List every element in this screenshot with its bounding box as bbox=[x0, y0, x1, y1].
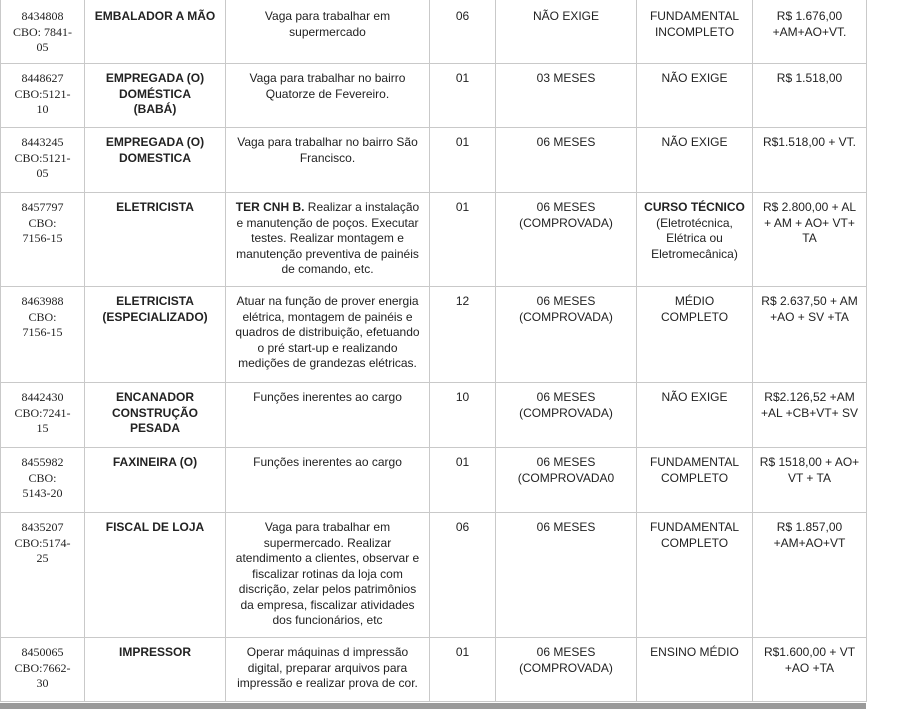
salary-benefits: R$1.600,00 + VT +AO +TA bbox=[763, 645, 856, 675]
vacancy-count-cell bbox=[430, 448, 496, 513]
vacancy-code: 8443245 bbox=[21, 135, 64, 149]
experience-cell bbox=[496, 0, 637, 64]
vacancy-code-cell bbox=[1, 64, 85, 128]
vacancy-count: 10 bbox=[455, 390, 470, 404]
education-cell bbox=[637, 513, 753, 638]
job-description: Funções inerentes ao cargo bbox=[253, 455, 402, 469]
vacancy-count-cell bbox=[430, 128, 496, 193]
job-description-cell bbox=[226, 638, 430, 702]
job-description-cell bbox=[226, 448, 430, 513]
vacancy-code: 8435207 bbox=[21, 520, 64, 534]
job-description: Vaga para trabalhar em supermercado. Realizar atendimento a clientes, observar e fiscalizar rotinas da loja com discrição, zelar pelos patrimônios da empresa, fiscalizar atividades dos funcionários, etc bbox=[235, 520, 420, 627]
vacancy-code: 8442430 bbox=[21, 390, 64, 404]
vacancy-count: 06 bbox=[455, 520, 470, 534]
job-description: Vaga para trabalhar no bairro Quatorze de Fevereiro. bbox=[249, 71, 406, 101]
salary-cell bbox=[753, 638, 867, 702]
salary-cell bbox=[753, 0, 867, 64]
cbo-code-suffix: 05 bbox=[36, 40, 49, 54]
cbo-code: CBO:5121- bbox=[14, 86, 71, 101]
experience-cell bbox=[496, 448, 637, 513]
experience-note: (COMPROVADA) bbox=[519, 309, 613, 324]
experience-cell bbox=[496, 193, 637, 287]
education-required: NÃO EXIGE bbox=[661, 71, 728, 85]
job-title-cell bbox=[85, 64, 226, 128]
job-title: ELETRICISTA bbox=[116, 200, 194, 214]
cbo-code-suffix: 5143-20 bbox=[22, 486, 63, 500]
vacancy-code: 8463988 bbox=[21, 294, 64, 308]
experience-required: 06 MESES bbox=[536, 520, 596, 534]
salary-benefits: R$ 1518,00 + AO+ VT + TA bbox=[759, 455, 860, 485]
vacancy-code-cell bbox=[1, 0, 85, 64]
cbo-code: CBO:5174- bbox=[14, 535, 71, 550]
salary-cell bbox=[753, 128, 867, 193]
experience-required: 06 MESES bbox=[536, 455, 596, 469]
education-cell bbox=[637, 287, 753, 383]
vacancy-code: 8455982 bbox=[21, 455, 64, 469]
job-title: ELETRICISTA bbox=[116, 294, 194, 308]
education-cell bbox=[637, 0, 753, 64]
cbo-code: CBO: bbox=[28, 470, 57, 485]
salary-benefits: R$ 1.518,00 bbox=[776, 71, 843, 85]
job-description-cell bbox=[226, 64, 430, 128]
vacancy-code: 8450065 bbox=[21, 645, 64, 659]
job-title: EMPREGADA (O) bbox=[105, 71, 205, 85]
experience-required: NÃO EXIGE bbox=[532, 9, 600, 23]
vacancy-code-cell bbox=[1, 448, 85, 513]
vacancy-code-cell bbox=[1, 638, 85, 702]
cbo-code-suffix: 15 bbox=[36, 421, 49, 435]
job-title-line-3: PESADA bbox=[129, 421, 180, 435]
cbo-code-suffix: 10 bbox=[36, 102, 49, 116]
job-title-line-2: CONSTRUÇÃO bbox=[112, 405, 198, 420]
job-title-cell bbox=[85, 638, 226, 702]
table-row bbox=[1, 64, 867, 128]
job-description: Operar máquinas d impressão digital, preparar arquivos para impressão e realizar prova de cor. bbox=[237, 645, 418, 690]
table-row bbox=[1, 0, 867, 64]
table-row bbox=[1, 448, 867, 513]
cbo-code: CBO:7241- bbox=[14, 405, 71, 420]
bottom-gray-strip bbox=[0, 703, 866, 709]
education-cell bbox=[637, 193, 753, 287]
education-cell bbox=[637, 64, 753, 128]
job-description-cell bbox=[226, 383, 430, 448]
experience-required: 06 MESES bbox=[536, 135, 596, 149]
salary-benefits: R$1.518,00 + VT. bbox=[762, 135, 857, 149]
vacancy-code-cell bbox=[1, 383, 85, 448]
education-cell bbox=[637, 383, 753, 448]
job-title: EMPREGADA (O) bbox=[105, 135, 205, 149]
education-cell bbox=[637, 638, 753, 702]
salary-benefits: R$ 1.857,00 +AM+AO+VT bbox=[773, 520, 846, 550]
vacancy-count-cell bbox=[430, 383, 496, 448]
cbo-code: CBO:7662- bbox=[14, 660, 71, 675]
vacancy-count: 01 bbox=[455, 71, 470, 85]
table-row bbox=[1, 128, 867, 193]
job-title-cell bbox=[85, 513, 226, 638]
education-required: FUNDAMENTAL COMPLETO bbox=[649, 520, 740, 550]
education-required: FUNDAMENTAL INCOMPLETO bbox=[649, 9, 740, 39]
experience-required: 06 MESES bbox=[536, 200, 596, 214]
education-cell bbox=[637, 448, 753, 513]
salary-cell bbox=[753, 513, 867, 638]
education-required: NÃO EXIGE bbox=[661, 390, 728, 404]
education-cell bbox=[637, 128, 753, 193]
job-description: Vaga para trabalhar em supermercado bbox=[264, 9, 391, 39]
vacancy-count: 06 bbox=[455, 9, 470, 23]
job-description-cell bbox=[226, 128, 430, 193]
salary-cell bbox=[753, 64, 867, 128]
experience-note: (COMPROVADA) bbox=[519, 405, 613, 420]
education-required: (Eletrotécnica, Elétrica ou Eletromecânica) bbox=[651, 215, 738, 261]
job-title-line-2: DOMÉSTICA bbox=[119, 86, 191, 101]
experience-cell bbox=[496, 638, 637, 702]
experience-required: 03 MESES bbox=[536, 71, 596, 85]
experience-note: (COMPROVADA) bbox=[519, 215, 613, 230]
vacancy-count-cell bbox=[430, 64, 496, 128]
vacancy-count-cell bbox=[430, 638, 496, 702]
salary-benefits: R$ 2.637,50 + AM +AO + SV +TA bbox=[761, 294, 858, 324]
cbo-code-suffix: 7156-15 bbox=[22, 325, 63, 339]
education-required: FUNDAMENTAL COMPLETO bbox=[649, 455, 740, 485]
education-required: ENSINO MÉDIO bbox=[650, 645, 739, 659]
cbo-code-suffix: 25 bbox=[36, 551, 49, 565]
experience-required: 06 MESES bbox=[536, 294, 596, 308]
vacancy-code-cell bbox=[1, 193, 85, 287]
salary-cell bbox=[753, 287, 867, 383]
salary-benefits: R$ 2.800,00 + AL + AM + AO+ VT+ TA bbox=[762, 200, 857, 245]
job-title-cell bbox=[85, 448, 226, 513]
experience-cell bbox=[496, 383, 637, 448]
job-title: IMPRESSOR bbox=[118, 645, 191, 659]
job-title-cell bbox=[85, 193, 226, 287]
job-title-cell bbox=[85, 128, 226, 193]
table-row bbox=[1, 383, 867, 448]
job-title: FISCAL DE LOJA bbox=[105, 520, 205, 534]
vacancy-code-cell bbox=[1, 287, 85, 383]
salary-cell bbox=[753, 448, 867, 513]
experience-cell bbox=[496, 513, 637, 638]
cbo-code: CBO: bbox=[28, 215, 57, 230]
cbo-code-suffix: 7156-15 bbox=[22, 231, 63, 245]
experience-note: (COMPROVADA0 bbox=[517, 470, 615, 485]
vacancy-count: 01 bbox=[455, 455, 470, 469]
job-description: Funções inerentes ao cargo bbox=[253, 390, 402, 404]
vacancy-count: 12 bbox=[455, 294, 470, 308]
vacancy-code-cell bbox=[1, 128, 85, 193]
job-title: EMBALADOR A MÃO bbox=[94, 9, 216, 23]
job-description-cell bbox=[226, 0, 430, 64]
job-title-line-2: (ESPECIALIZADO) bbox=[102, 309, 208, 324]
vacancy-code: 8448627 bbox=[21, 71, 64, 85]
table-row bbox=[1, 193, 867, 287]
education-required: MÉDIO COMPLETO bbox=[660, 294, 729, 324]
job-description-cell bbox=[226, 513, 430, 638]
job-description-cell bbox=[226, 287, 430, 383]
cbo-code-suffix: 05 bbox=[36, 166, 49, 180]
vacancy-count-cell bbox=[430, 287, 496, 383]
table-row bbox=[1, 638, 867, 702]
job-listing-body bbox=[1, 0, 867, 702]
education-required: NÃO EXIGE bbox=[661, 135, 728, 149]
job-description-cell bbox=[226, 193, 430, 287]
experience-cell bbox=[496, 287, 637, 383]
vacancy-count-cell bbox=[430, 513, 496, 638]
experience-required: 06 MESES bbox=[536, 390, 596, 404]
cbo-code: CBO:5121- bbox=[14, 150, 71, 165]
job-title-cell bbox=[85, 287, 226, 383]
job-title-cell bbox=[85, 0, 226, 64]
salary-cell bbox=[753, 193, 867, 287]
vacancy-code: 8457797 bbox=[21, 200, 64, 214]
vacancy-count: 01 bbox=[455, 135, 470, 149]
salary-benefits: R$2.126,52 +AM +AL +CB+VT+ SV bbox=[761, 390, 858, 420]
job-description: Realizar a instalação e manutenção de poços. Executar testes. Realizar montagem e manutenção preventiva de painéis de comando, etc. bbox=[236, 200, 420, 276]
salary-cell bbox=[753, 383, 867, 448]
job-description: Atuar na função de prover energia elétrica, montagem de painéis e quadros de distribuição, efetuando o pré start-up e realizando medições de grandezas elétricas. bbox=[235, 294, 420, 370]
job-title-line-3: (BABÁ) bbox=[133, 102, 177, 116]
vacancy-count: 01 bbox=[455, 200, 470, 214]
table-row bbox=[1, 513, 867, 638]
vacancy-count: 01 bbox=[455, 645, 470, 659]
experience-cell bbox=[496, 128, 637, 193]
table-row bbox=[1, 287, 867, 383]
cbo-code-suffix: 30 bbox=[36, 676, 49, 690]
cbo-code: CBO: 7841- bbox=[12, 24, 72, 39]
salary-benefits: R$ 1.676,00 +AM+AO+VT. bbox=[772, 9, 847, 39]
cbo-code: CBO: bbox=[28, 309, 57, 324]
vacancy-count-cell bbox=[430, 0, 496, 64]
education-course: CURSO TÉCNICO bbox=[644, 200, 745, 214]
job-description: Vaga para trabalhar no bairro São Francisco. bbox=[237, 135, 418, 165]
description-requirement: TER CNH B. bbox=[235, 200, 305, 214]
vacancy-code: 8434808 bbox=[21, 9, 64, 23]
job-title-line-2: DOMESTICA bbox=[119, 150, 191, 165]
experience-cell bbox=[496, 64, 637, 128]
experience-required: 06 MESES bbox=[536, 645, 596, 659]
job-title: FAXINEIRA (O) bbox=[112, 455, 198, 469]
experience-note: (COMPROVADA) bbox=[519, 660, 613, 675]
job-title: ENCANADOR bbox=[116, 390, 194, 404]
vacancy-code-cell bbox=[1, 513, 85, 638]
job-title-cell bbox=[85, 383, 226, 448]
vacancy-count-cell bbox=[430, 193, 496, 287]
